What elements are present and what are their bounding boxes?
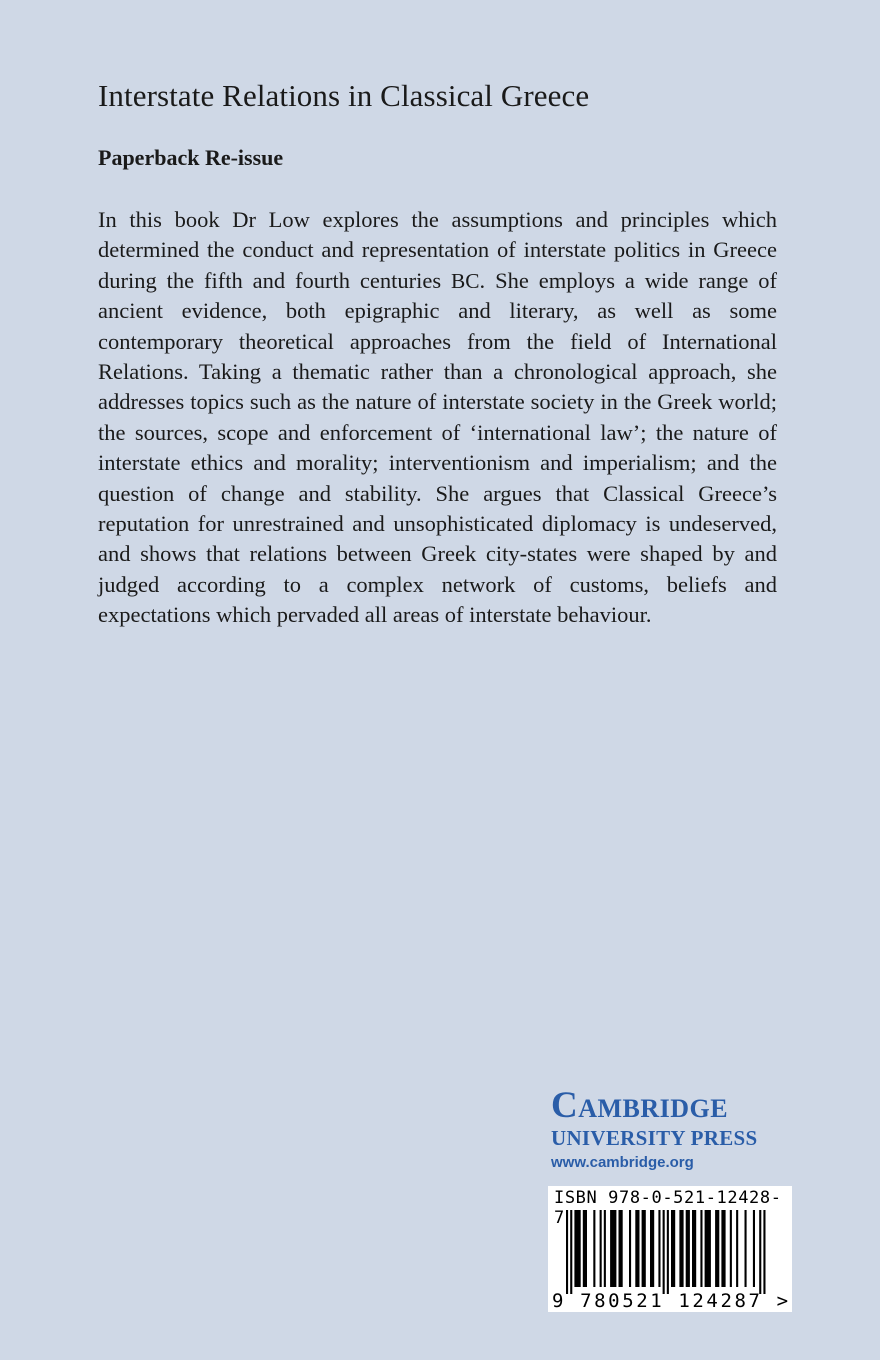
- barcode-bar: [619, 1210, 623, 1287]
- barcode-bar: [715, 1210, 719, 1287]
- barcode-bar: [705, 1210, 711, 1287]
- barcode-bar: [700, 1210, 702, 1287]
- barcode-bar: [570, 1210, 572, 1294]
- barcode-bar: [604, 1210, 606, 1287]
- book-blurb: [98, 205, 777, 631]
- barcode-bar: [736, 1210, 738, 1287]
- blurb-text-1: In this book Dr Low explores the assumptions and principles which determined the conduct and representation of interstate politics in Greece during the fifth and fourth centuries: [98, 207, 777, 293]
- blurb-era: BC: [451, 268, 480, 293]
- barcode-bar: [658, 1210, 660, 1287]
- isbn-barcode: [548, 1186, 792, 1312]
- publisher-url: www.cambridge.org: [551, 1154, 694, 1171]
- barcode-bar: [679, 1210, 683, 1287]
- barcode-bar: [593, 1210, 595, 1287]
- barcode-bar: [566, 1210, 568, 1294]
- barcode-bar: [667, 1210, 669, 1294]
- edition-subtitle: Paperback Re-issue: [98, 145, 284, 170]
- barcode-bar: [745, 1210, 747, 1287]
- publisher-logo: [551, 1086, 811, 1171]
- barcode-bar: [721, 1210, 725, 1287]
- barcode-bar: [574, 1210, 580, 1287]
- book-title: Interstate Relations in Classical Greece: [98, 78, 590, 113]
- barcode-bar: [763, 1210, 765, 1294]
- ean-digits: 9 780521 124287 >: [552, 1290, 791, 1312]
- barcode-bar: [671, 1210, 675, 1287]
- barcode-bar: [663, 1210, 665, 1294]
- barcode-bar: [629, 1210, 631, 1287]
- blurb-text-2: . She employs a wide range of ancient evidence, both epigraphic and literary, as well as some contemporary theoretical approaches from the field of International Relations. Taking a thematic rather than a chronological approach, she addresses topics such as the nature of interstate society in the Greek world; the sources, scope and enforcement of ‘international law’; the nature of interstate ethics and morality; interventionism and imperialism; and the question of change and stability. She argues that Classical Greece’s reputation for unrestrained and unsophisticated diplomacy is undeserved, and shows that relations between Greek city-states were shaped by and judged according to a complex network of customs, beliefs and expectations which pervaded all areas of interstate behaviour.: [98, 267, 777, 628]
- isbn-label: ISBN 978-0-521-12428-7: [554, 1188, 782, 1228]
- barcode-bar: [600, 1210, 602, 1287]
- barcode-bar: [635, 1210, 639, 1287]
- barcode-bar: [759, 1210, 761, 1294]
- barcode-bar: [583, 1210, 587, 1287]
- barcode-bar: [686, 1210, 690, 1287]
- barcode-bar: [610, 1210, 616, 1287]
- publisher-name: Cambridge: [551, 1085, 729, 1126]
- barcode-bar: [753, 1210, 755, 1287]
- barcode-bar: [642, 1210, 646, 1287]
- barcode-bar: [650, 1210, 654, 1287]
- publisher-subname: UNIVERSITY PRESS: [551, 1126, 758, 1150]
- barcode-bar: [730, 1210, 732, 1287]
- barcode-bar: [692, 1210, 696, 1287]
